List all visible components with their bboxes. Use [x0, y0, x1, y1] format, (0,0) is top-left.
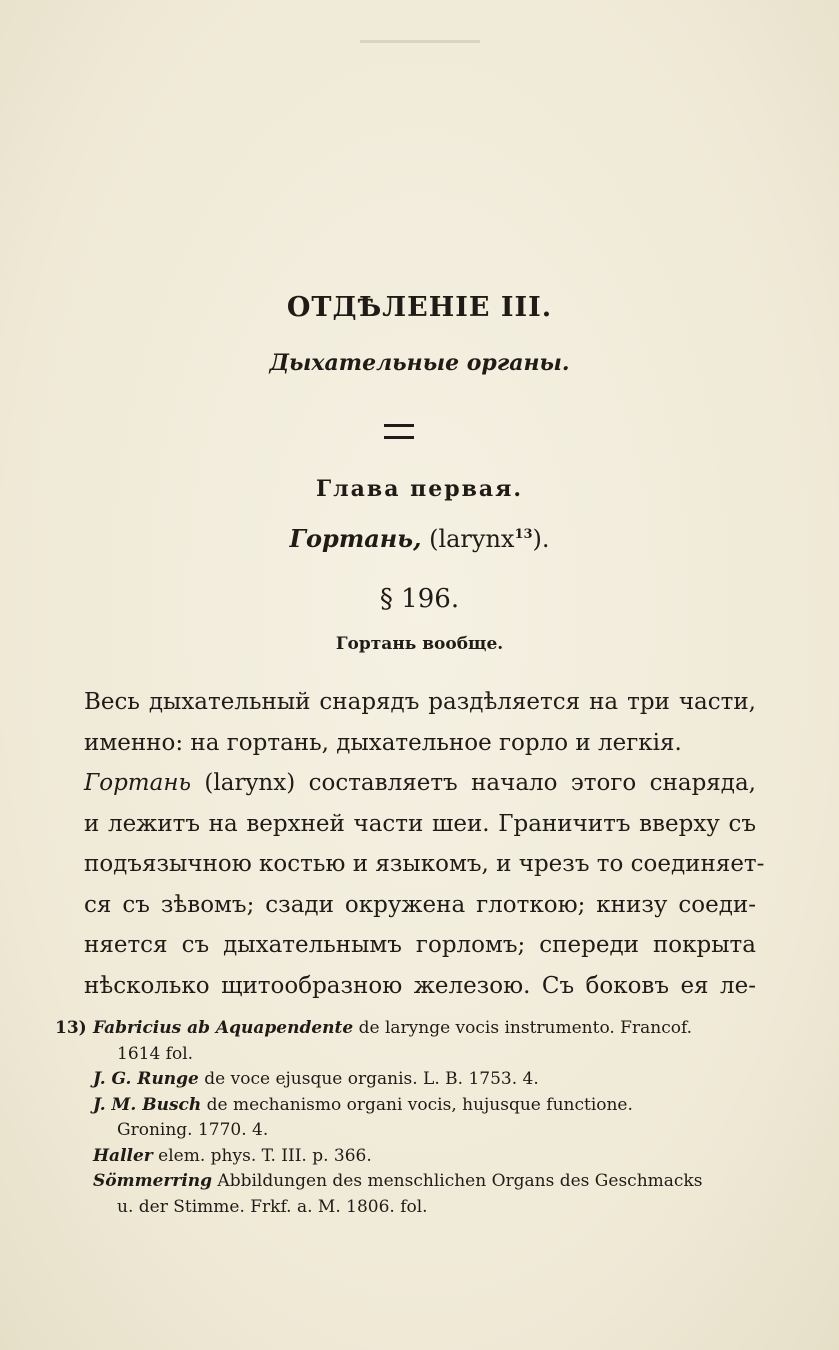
section-subtitle: Дыхательные органы.: [269, 350, 570, 376]
chapter-title: [0, 524, 839, 553]
footnote-number: 13): [55, 1018, 87, 1038]
footnote-author: Haller: [93, 1145, 153, 1166]
bleed-through-text: [60, 55, 780, 265]
body-line: и лежитъ на верхней части шеи. Граничитъ вверху съ: [84, 810, 756, 837]
footnote-text: Abbildungen des menschlichen Organs des Geschmacks: [212, 1171, 703, 1191]
footnote-text: de voce ejusque organis. L. B. 1753. 4.: [198, 1069, 539, 1089]
footnote-author: J. G. Runge: [93, 1069, 199, 1089]
body-line: именно: на гортань, дыхательное горло и легкія.: [84, 729, 682, 756]
body-lead-rest: (larynx) составляетъ начало этого снаряда,: [191, 770, 756, 796]
bleed-through-header: [360, 40, 480, 43]
body-line: подъязычною костью и языкомъ, и чрезъ то соединяет-: [84, 851, 765, 877]
footnotes: [55, 1016, 759, 1220]
footnote-cont: Groning. 1770. 4.: [117, 1120, 269, 1140]
footnote-main: [55, 1016, 759, 1042]
footnote-cont: 1614 fol.: [117, 1043, 194, 1064]
footnote-cont: u. der Stimme. Frkf. a. M. 1806. fol.: [117, 1196, 428, 1217]
footnote-ref: 13: [514, 527, 533, 542]
body-text: [84, 682, 765, 1006]
section-heading: ОТДѢЛЕНІЕ III.: [286, 292, 553, 323]
footnote-item: [55, 1093, 759, 1119]
double-rule-divider: [384, 424, 414, 439]
footnote-author: Fabricius ab Aquapendente: [93, 1018, 354, 1038]
footnote-text: de mechanismo organi vocis, hujusque functione.: [201, 1094, 633, 1115]
paragraph-title: Гортань вообще.: [335, 634, 504, 654]
footnote-item: [55, 1169, 759, 1195]
body-line: Весь дыхательный снарядъ раздѣляется на три части,: [84, 689, 756, 715]
chapter-label: Глава первая.: [315, 476, 524, 502]
footnote-text: de larynge vocis instrumento. Francof.: [353, 1018, 693, 1038]
footnote-item: [55, 1144, 759, 1170]
body-line: нѣсколько щитообразною железою. Съ боковъ ея ле-: [84, 972, 756, 999]
footnote-text: elem. phys. T. III. p. 366.: [152, 1145, 372, 1166]
body-line: няется съ дыхательнымъ горломъ; спереди покрыта: [84, 932, 756, 958]
body-lead-italic: Гортань: [84, 770, 191, 796]
footnote-author: Sömmerring: [93, 1171, 213, 1191]
body-line: ся съ зѣвомъ; сзади окружена глоткою; книзу соеди-: [84, 891, 756, 918]
chapter-title-close: ).: [532, 525, 550, 553]
footnote-author: J. M. Busch: [93, 1094, 202, 1115]
chapter-title-italic: Гортань,: [289, 524, 422, 553]
chapter-title-latin: (larynx: [421, 525, 515, 553]
body-line-lead: [84, 763, 756, 804]
footnote-item: [55, 1067, 759, 1093]
paragraph-number: § 196.: [379, 584, 460, 614]
